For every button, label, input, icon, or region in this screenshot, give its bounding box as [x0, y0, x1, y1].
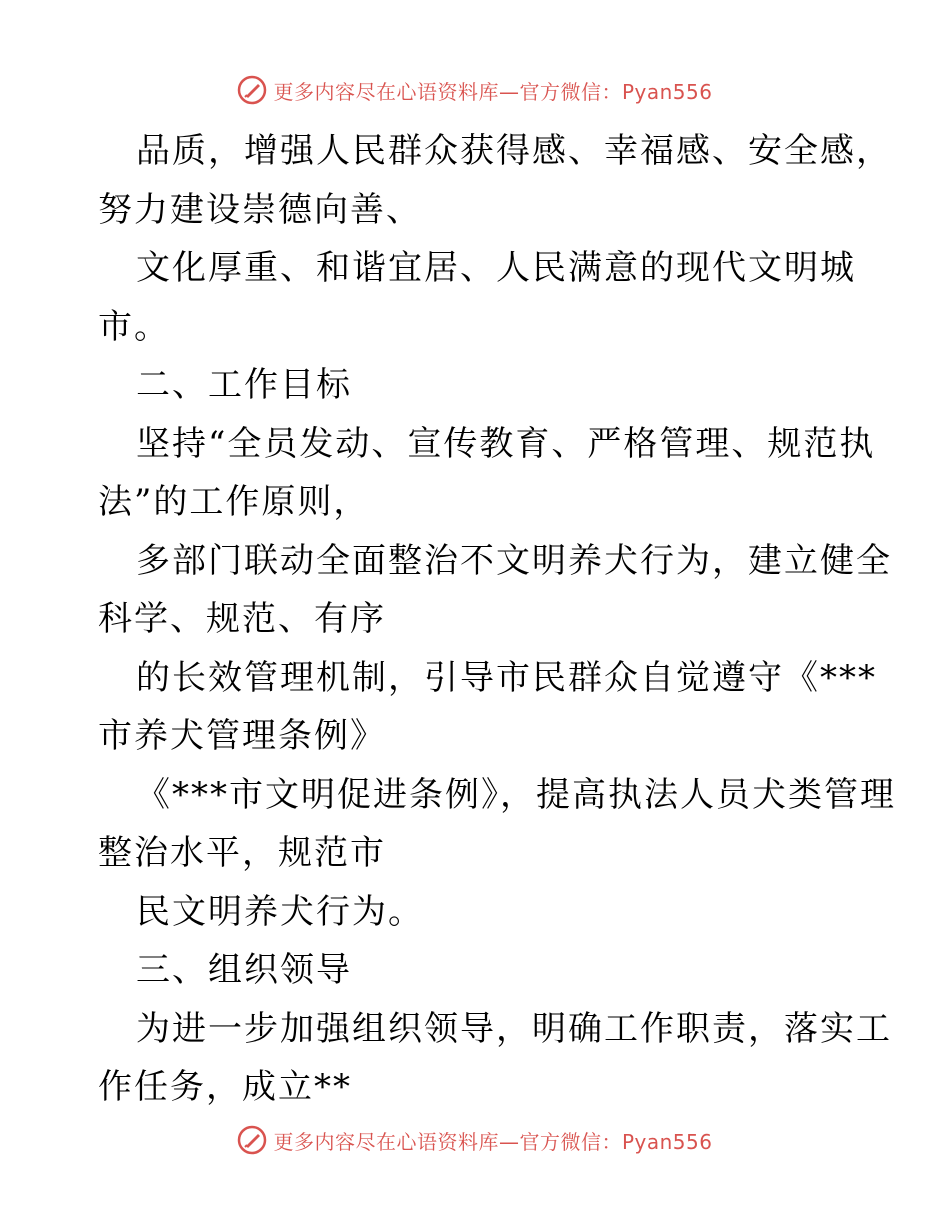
paragraph-line: 文化厚重、和谐宜居、人民满意的现代文明城 [136, 248, 856, 288]
paragraph-line: 市。 [98, 306, 170, 347]
paragraph-line: 努力建设崇德向善、 [98, 189, 422, 230]
paragraph-line: 法”的工作原则， [98, 482, 370, 522]
watermark-text: 更多内容尽在心语资料库—官方微信：Pyan556 [273, 1129, 713, 1154]
paragraph-line: 的长效管理机制，引导市民群众自觉遵守《*** [136, 657, 877, 698]
paragraph-line: 市养犬管理条例》 [98, 716, 386, 756]
paragraph-line: 品质，增强人民群众获得感、幸福感、安全感， [136, 131, 892, 171]
paragraph-line: 民文明养犬行为。 [136, 891, 424, 932]
header-watermark [0, 70, 950, 110]
footer-watermark [0, 1120, 950, 1160]
document-body [98, 122, 896, 1117]
paragraph-line: 为进一步加强组织领导，明确工作职责，落实工 [136, 1008, 892, 1049]
paragraph-line: 坚持“全员发动、宣传教育、严格管理、规范执 [136, 423, 876, 464]
paragraph-line: 整治水平，规范市 [98, 833, 386, 873]
quill-logo-icon [237, 1125, 267, 1155]
section-heading: 二、工作目标 [136, 365, 352, 405]
quill-logo-icon [237, 75, 267, 105]
section-heading: 三、组织领导 [136, 950, 352, 990]
paragraph-line: 多部门联动全面整治不文明养犬行为，建立健全 [136, 540, 892, 581]
paragraph-line: 科学、规范、有序 [98, 599, 386, 639]
paragraph-line: 《***市文明促进条例》，提高执法人员犬类管理 [136, 774, 896, 815]
paragraph-line: 作任务，成立** [98, 1067, 352, 1107]
watermark-text: 更多内容尽在心语资料库—官方微信：Pyan556 [273, 79, 713, 104]
